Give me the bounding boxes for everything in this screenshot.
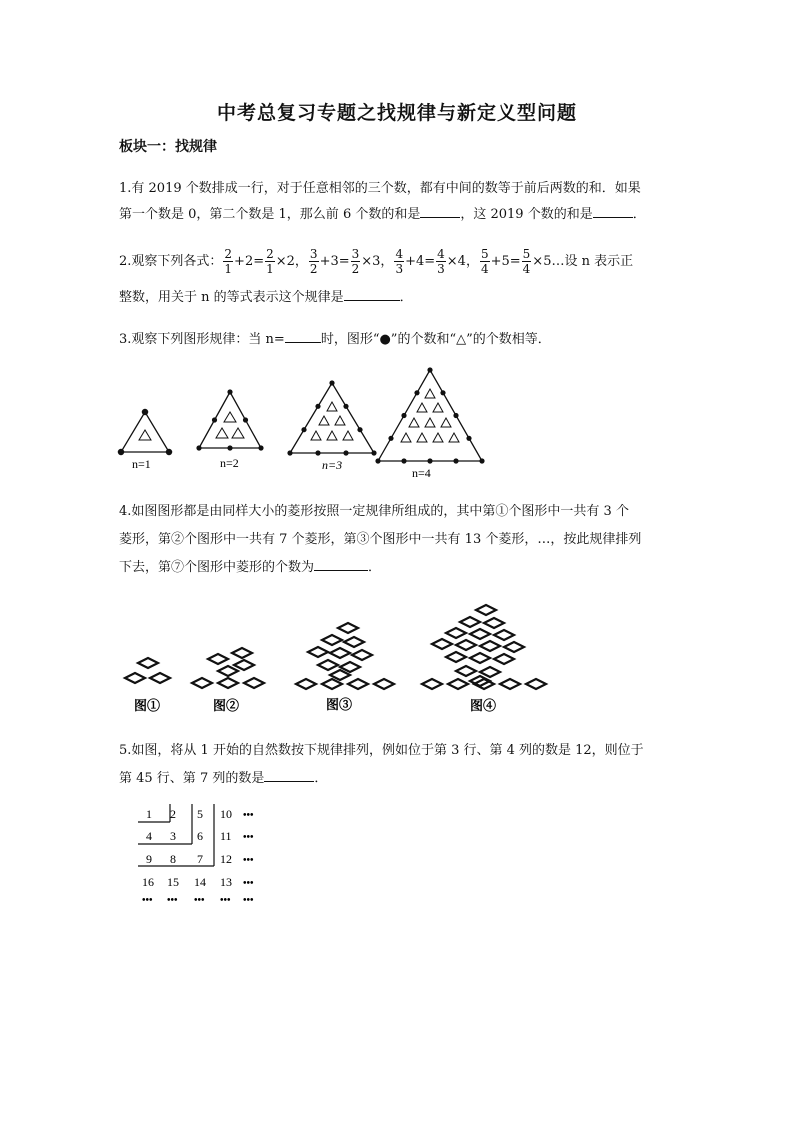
triangle-pattern-figure [110, 360, 490, 485]
rhombus-figure-1 [125, 658, 170, 683]
caption-n1: n=1 [132, 457, 151, 471]
q5-text-b: ． [314, 771, 328, 786]
q3-answer-blank[interactable] [285, 328, 321, 343]
grid-cell: ••• [243, 878, 254, 889]
q3-text-a: 3.观察下列图形规律：当 n= [119, 332, 285, 347]
q2-term-4: $\frac{5}{4}$ +5= $\frac{5}{4}$ ×5…设 n 表示正 [480, 247, 634, 276]
q2-term-3: $\frac{4}{3}$ +4= $\frac{4}{3}$ ×4， [395, 247, 479, 276]
caption-figure-3: 图③ [326, 697, 353, 712]
grid-cell: 5 [197, 807, 203, 821]
grid-cell: ••• [142, 895, 153, 906]
grid-cell: ••• [243, 895, 254, 906]
page-title: 中考总复习专题之找规律与新定义型问题 [216, 102, 577, 124]
fraction: $\frac{3}{2}$ [351, 247, 360, 276]
grid-cell: 7 [197, 852, 203, 866]
q2-prefix: 2.观察下列各式： [119, 254, 223, 269]
triangle-figure-n4 [375, 367, 484, 463]
q5-text-a: 第 45 行、第 7 列的数是 [119, 771, 265, 786]
q5-answer-blank[interactable] [264, 767, 314, 782]
grid-cell: 14 [194, 875, 206, 889]
triangle-figure-n3 [287, 380, 376, 455]
q2-line1 [119, 247, 633, 277]
grid-cell: 9 [146, 852, 152, 866]
q2-text-a: 整数，用关于 n 的等式表示这个规律是 [119, 290, 344, 305]
rhombus-pattern-figure [110, 595, 560, 720]
q2-term-1: $\frac{2}{1}$ +2= $\frac{2}{1}$ ×2， [224, 247, 308, 276]
caption-figure-2: 图② [213, 698, 240, 713]
grid-cell: 10 [220, 807, 232, 821]
q1-line2 [119, 202, 646, 227]
grid-cell: 3 [170, 829, 176, 843]
fraction: $\frac{4}{3}$ [395, 247, 404, 276]
fraction: $\frac{4}{3}$ [437, 247, 445, 276]
grid-cell: ••• [243, 832, 254, 843]
grid-cell: 6 [197, 829, 203, 843]
caption-n4: n=4 [412, 466, 431, 480]
grid-cell: 16 [142, 875, 154, 889]
q4-text-a: 下去，第⑦个图形中菱形的个数为 [119, 560, 315, 575]
q3-text-b: 时，图形“●”的个数和“△”的个数相等． [320, 332, 551, 347]
q1-answer-blank-2[interactable] [593, 203, 633, 218]
q4-line3 [119, 555, 381, 580]
caption-figure-1: 图① [134, 698, 161, 713]
grid-cell: ••• [220, 895, 231, 906]
q5-line2 [119, 766, 327, 791]
grid-cell: 15 [167, 875, 179, 889]
fraction: $\frac{2}{1}$ [224, 247, 233, 276]
q1-line1: 1.有 2019 个数排成一行，对于任意相邻的三个数，都有中间的数等于前后两数的和．如果 [119, 181, 641, 196]
caption-figure-4: 图④ [470, 698, 497, 713]
grid-cell: ••• [194, 895, 205, 906]
fraction: $\frac{5}{4}$ [522, 247, 531, 276]
q2-term-2: $\frac{3}{2}$ +3= $\frac{3}{2}$ ×3， [309, 247, 394, 276]
q4-line2: 菱形，第②个图形中一共有 7 个菱形，第③个图形中一共有 13 个菱形，…，按此规律排列 [119, 532, 642, 547]
q1-text-b: ，这 2019 个数的和是 [460, 207, 593, 222]
q4-answer-blank[interactable] [314, 556, 368, 571]
grid-cell: 1 [146, 807, 152, 821]
rhombus-figure-3 [296, 623, 394, 689]
grid-cell: 4 [146, 829, 152, 843]
grid-cell: 11 [220, 829, 232, 843]
fraction: $\frac{3}{2}$ [309, 247, 318, 276]
grid-cell: ••• [167, 895, 178, 906]
number-grid-figure [130, 800, 280, 910]
grid-cell: 2 [170, 807, 176, 821]
rhombus-figure-4 [422, 605, 546, 689]
triangle-figure-n1 [118, 409, 171, 454]
grid-cell: 12 [220, 852, 232, 866]
caption-n3: n=3 [322, 458, 343, 472]
q4-text-b: ． [368, 560, 382, 575]
q1-text-a: 第一个数是 0，第二个数是 1，那么前 6 个数的和是 [119, 207, 421, 222]
q2-line2 [119, 285, 413, 310]
q2-text-b: ． [399, 290, 413, 305]
grid-cell: ••• [243, 810, 254, 821]
fraction: $\frac{2}{1}$ [266, 247, 274, 276]
q1-text-c: ． [632, 207, 646, 222]
fraction: $\frac{5}{4}$ [480, 247, 489, 276]
q3-line [119, 327, 551, 352]
q5-line1: 5.如图，将从 1 开始的自然数按下规律排列，例如位于第 3 行、第 4 列的数是 12，则位于 [119, 743, 644, 758]
caption-n2: n=2 [220, 456, 239, 470]
triangle-figure-n2 [196, 389, 263, 450]
rhombus-figure-2 [192, 648, 264, 688]
q4-line1: 4.如图图形都是由同样大小的菱形按照一定规律所组成的，其中第①个图形中一共有 3 个 [119, 504, 629, 519]
grid-cell: ••• [243, 855, 254, 866]
section-heading: 板块一：找规律 [119, 139, 217, 155]
grid-cell: 8 [170, 852, 176, 866]
grid-cell: 13 [220, 875, 232, 889]
q2-answer-blank[interactable] [344, 286, 400, 301]
q1-answer-blank-1[interactable] [420, 203, 460, 218]
